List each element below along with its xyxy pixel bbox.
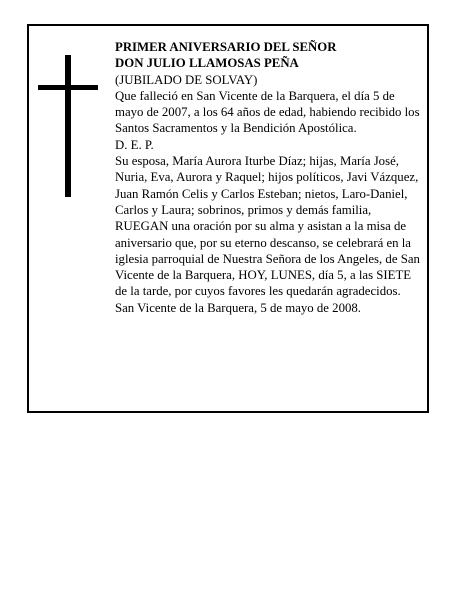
notice-title-line-1: PRIMER ANIVERSARIO DEL SEÑOR <box>115 40 337 54</box>
death-paragraph: Que falleció en San Vicente de la Barquera, el día 5 de mayo de 2007, a los 64 años de edad, habiendo recibido los Santos Sacramentos y la Bendición Apostólica. <box>115 88 420 136</box>
family-paragraph: Su esposa, María Aurora Iturbe Díaz; hijas, María José, Nuria, Eva, Aurora y Raquel; hijos políticos, Javi Vázquez, Juan Ramón Celis y Carlos Esteban; nietos, Laro-Daniel, Carlos y Laura; sobrinos, primos y demás familia, <box>115 154 419 217</box>
request-paragraph: RUEGAN una oración por su alma y asistan a la misa de aniversario que, por su eterno descanso, se celebrará en la iglesia parroquial de Nuestra Señora de los Angeles, de San Vicente de la Barquera, HOY, LUNES, día 5, a las SIETE de la tarde, por cuyos favores les quedarán agradecidos. <box>115 219 420 299</box>
cross-vertical-bar <box>65 55 71 197</box>
cross-horizontal-bar <box>38 85 98 90</box>
closing-line: San Vicente de la Barquera, 5 de mayo de 2008. <box>115 300 361 315</box>
rip-line: D. E. P. <box>115 137 154 152</box>
obituary-text-block <box>115 39 425 316</box>
notice-title-line-2: DON JULIO LLAMOSAS PEÑA <box>115 56 299 71</box>
notice-subtitle: (JUBILADO DE SOLVAY) <box>115 72 258 87</box>
